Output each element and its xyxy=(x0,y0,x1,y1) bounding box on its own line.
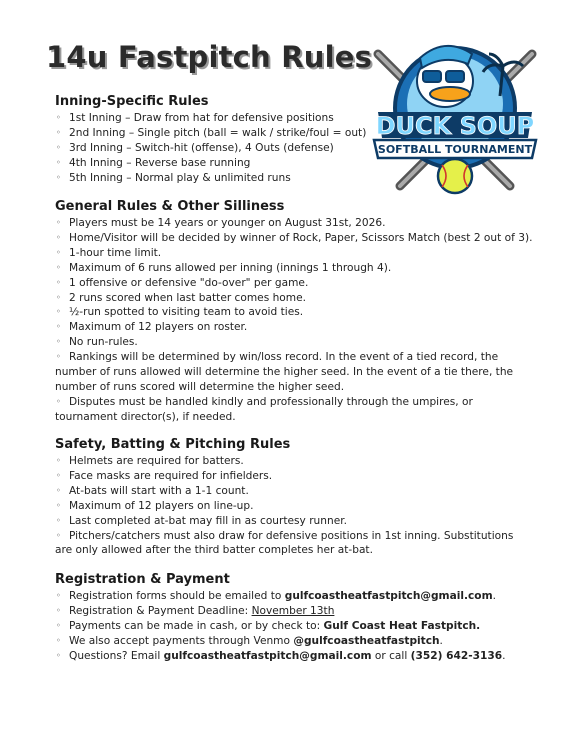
list-item: ◦ Disputes must be handled kindly and professionally through the umpires, or xyxy=(56,395,473,408)
email-link[interactable]: gulfcoastheatfastpitch@gmail.com xyxy=(284,590,493,602)
list-item: ◦ 5th Inning – Normal play & unlimited runs xyxy=(56,171,291,184)
list-item: ◦ Registration forms should be emailed to gulfcoastheatfastpitch@gmail.com. xyxy=(56,590,496,602)
list-item: ◦ 1st Inning – Draw from hat for defensive positions xyxy=(56,112,334,124)
softball-icon xyxy=(438,159,472,193)
list-item: ◦ Home/Visitor will be decided by winner of Rock, Paper, Scissors Match (best 2 out of 3). xyxy=(56,231,533,244)
list-item: ◦ 2nd Inning – Single pitch (ball = walk / strike/foul = out) xyxy=(56,126,367,139)
list-item: ◦ Questions? Email gulfcoastheatfastpitch@gmail.com or call (352) 642-3136. xyxy=(56,649,506,662)
section-heading: Registration & Payment xyxy=(55,572,230,587)
duck-icon xyxy=(417,46,473,107)
page-title: 14u Fastpitch Rules xyxy=(46,40,373,74)
deadline-date: November 13th xyxy=(251,604,335,617)
list-item: ◦ ½-run spotted to visiting team to avoid ties. xyxy=(56,306,304,319)
list-item: ◦ 4th Inning – Reverse base running xyxy=(56,156,251,169)
list-item-continued: are only allowed after the third batter completes her at-bat. xyxy=(55,544,373,557)
phone-number[interactable]: (352) 642-3136 xyxy=(410,649,503,662)
section-heading: Safety, Batting & Pitching Rules xyxy=(55,437,291,452)
list-item: ◦ Maximum of 6 runs allowed per inning (innings 1 through 4). xyxy=(56,261,392,274)
section-heading: Inning-Specific Rules xyxy=(55,94,209,109)
list-item: ◦ Maximum of 12 players on roster. xyxy=(56,321,248,334)
safety-rules-section xyxy=(55,437,513,558)
inning-rules-section xyxy=(55,94,366,186)
list-item: ◦ Face masks are required for infielders. xyxy=(56,469,273,482)
list-item-continued: tournament director(s), if needed. xyxy=(55,410,236,423)
list-item: ◦ Helmets are required for batters. xyxy=(56,455,244,467)
list-item: ◦ At-bats will start with a 1-1 count. xyxy=(56,484,249,497)
section-heading: General Rules & Other Silliness xyxy=(55,199,285,214)
general-rules-section xyxy=(55,199,532,425)
list-item: ◦ Payments can be made in cash, or by check to: Gulf Coast Heat Fastpitch. xyxy=(56,619,481,632)
list-item: ◦ 2 runs scored when last batter comes home. xyxy=(56,291,306,304)
list-item: ◦ 3rd Inning – Switch-hit (offense), 4 Outs (defense) xyxy=(56,141,334,154)
venmo-handle: @gulfcoastheatfastpitch xyxy=(293,634,440,647)
list-item-continued: number of runs scored will determine the higher seed. xyxy=(55,380,345,393)
duck-soup-logo xyxy=(360,26,550,198)
list-item: ◦ Players must be 14 years or younger on August 31st, 2026. xyxy=(56,217,386,229)
email-link[interactable]: gulfcoastheatfastpitch@gmail.com xyxy=(163,649,372,662)
list-item: ◦ 1 offensive or defensive "do-over" per game. xyxy=(56,276,309,289)
list-item: ◦ Rankings will be determined by win/loss record. In the event of a tied record, the xyxy=(56,351,499,364)
list-item: ◦ We also accept payments through Venmo @gulfcoastheatfastpitch. xyxy=(56,634,443,647)
logo-line2: SOFTBALL TOURNAMENT xyxy=(377,143,533,156)
list-item: ◦ Pitchers/catchers must also draw for defensive positions in 1st inning. Substitutions xyxy=(56,529,514,542)
list-item: ◦ Registration & Payment Deadline: November 13th xyxy=(56,604,335,617)
payee-name: Gulf Coast Heat Fastpitch. xyxy=(323,619,481,632)
list-item: ◦ No run-rules. xyxy=(56,336,138,349)
list-item-continued: number of runs allowed will determine the higher seed. In the event of a tie there, the xyxy=(55,366,514,379)
list-item: ◦ Maximum of 12 players on line-up. xyxy=(56,499,254,512)
registration-section xyxy=(55,572,506,664)
list-item: ◦ Last completed at-bat may fill in as courtesy runner. xyxy=(56,514,347,527)
logo-line1: DUCK SOUP xyxy=(375,112,535,140)
list-item: ◦ 1-hour time limit. xyxy=(56,246,162,259)
